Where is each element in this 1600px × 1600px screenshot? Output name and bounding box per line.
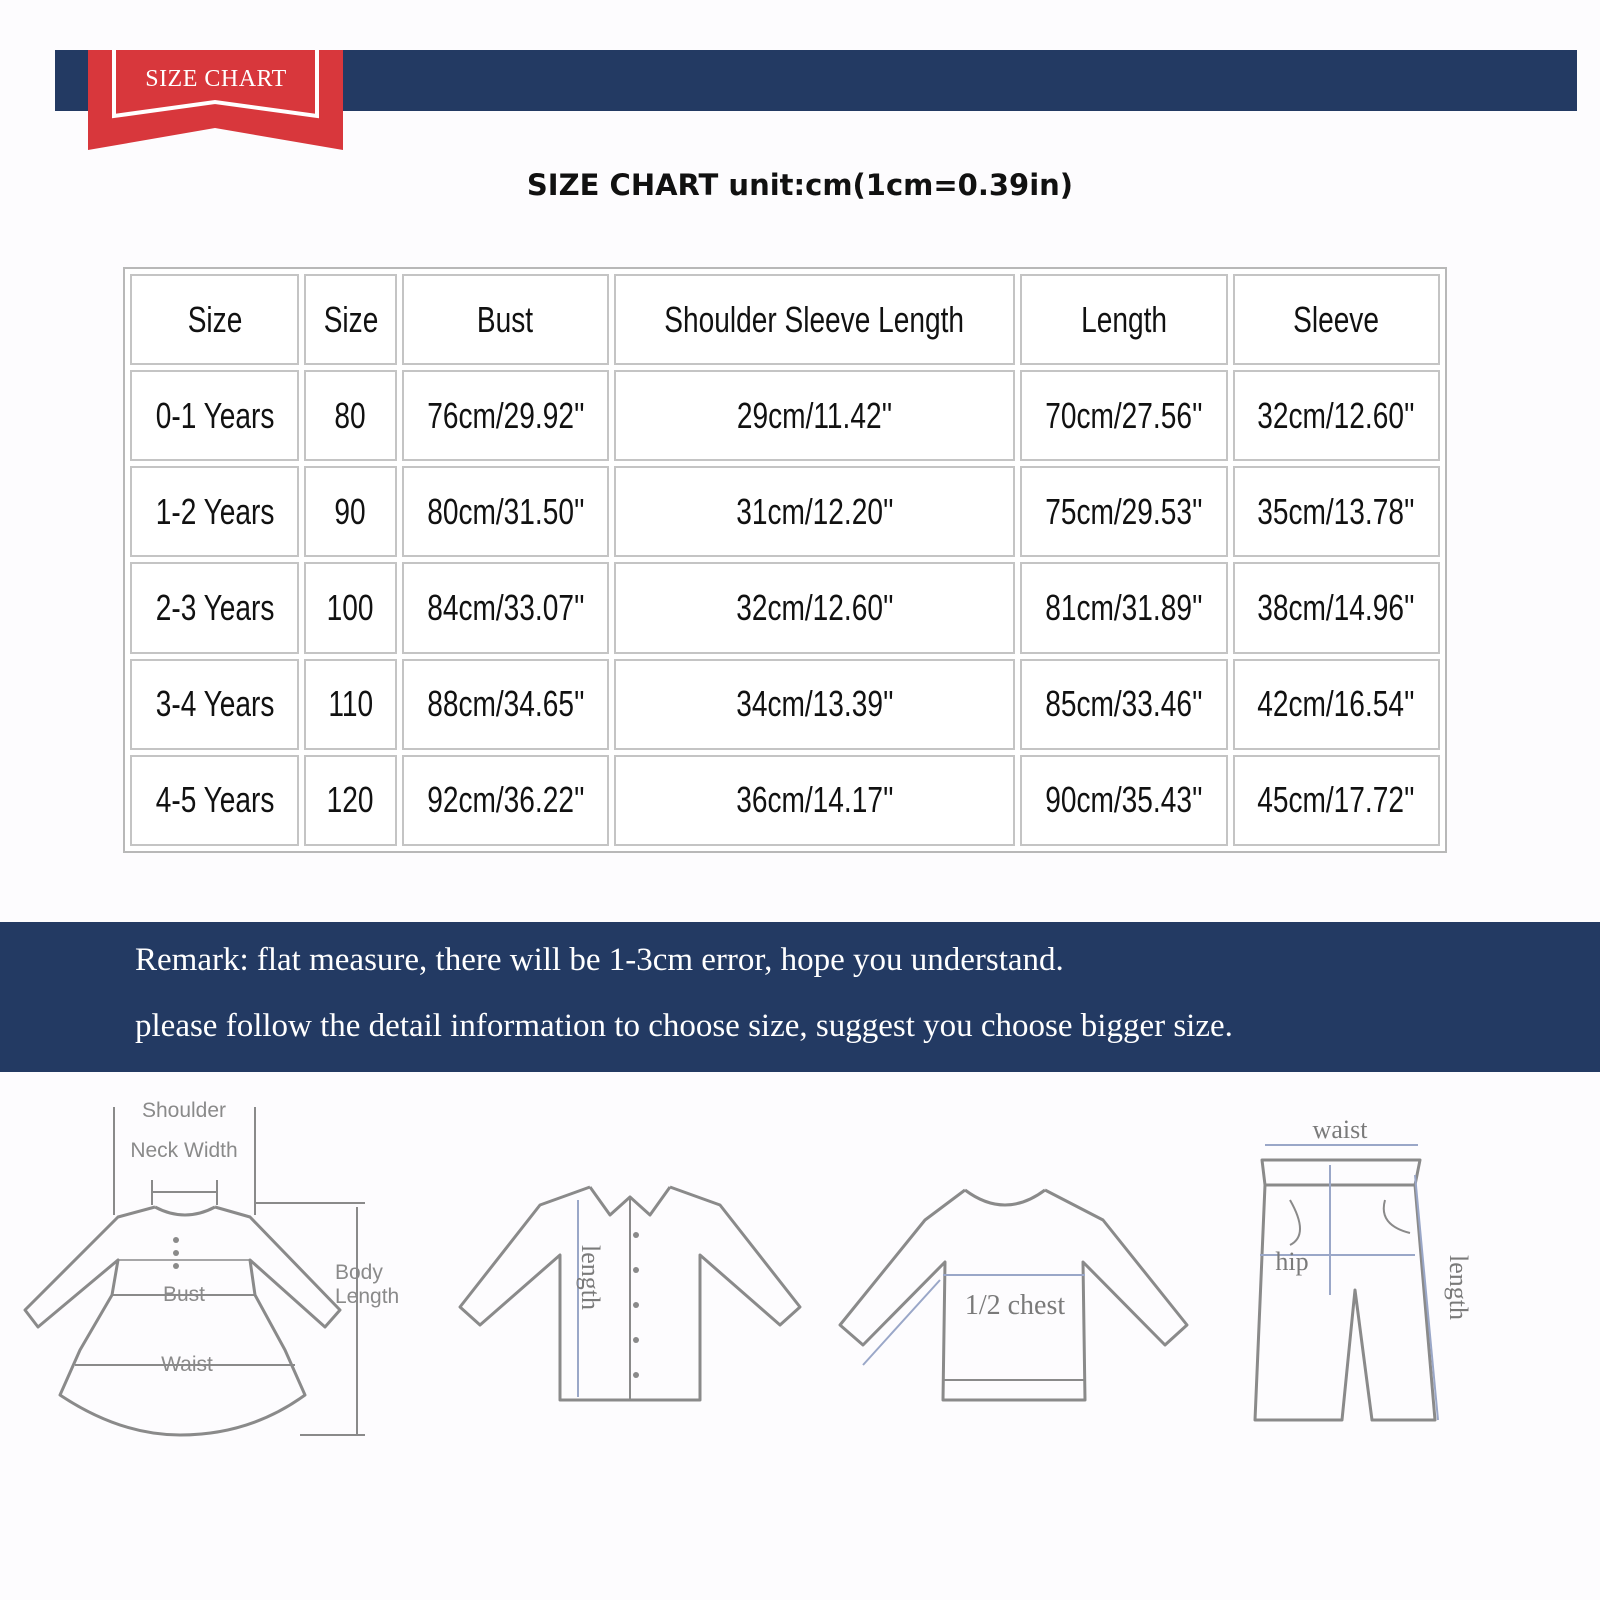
table-cell: 34cm/13.39'' [614,659,1015,750]
table-cell: 32cm/12.60'' [1233,370,1441,461]
table-cell: 38cm/14.96'' [1233,562,1441,653]
table-cell: 85cm/33.46'' [1020,659,1227,750]
table-cell: 0-1 Years [130,370,299,461]
half-chest-label: 1/2 chest [964,1290,1066,1321]
table-cell: 80 [304,370,397,461]
table-cell: 2-3 Years [130,562,299,653]
table-cell: 90 [304,466,397,557]
table-cell: 35cm/13.78'' [1233,466,1441,557]
table-cell: 100 [304,562,397,653]
table-cell: 4-5 Years [130,755,299,846]
pants-measurement-diagram [1250,1115,1490,1435]
table-cell: 84cm/33.07'' [402,562,609,653]
header-cell: Shoulder Sleeve Length [614,274,1015,365]
shirt-measurement-diagram [450,1175,810,1415]
header-cell: Size [130,274,299,365]
table-cell: 42cm/16.54'' [1233,659,1441,750]
table-cell: 80cm/31.50'' [402,466,609,557]
dress-measurement-diagram [0,1095,430,1455]
remark-line-1: Remark: flat measure, there will be 1-3cm error, hope you understand. [135,942,1064,978]
size-table [123,267,1447,853]
table-cell: 110 [304,659,397,750]
pants-length-label: length [1444,1255,1473,1320]
body-label: Body [335,1261,383,1284]
table-cell: 88cm/34.65'' [402,659,609,750]
table-row [130,659,1440,750]
remark-band [0,922,1600,1072]
remark-line-2: please follow the detail information to choose size, suggest you choose bigger size. [135,1008,1233,1044]
table-cell: 76cm/29.92'' [402,370,609,461]
table-header-row [130,274,1440,365]
shirt-length-label: length [576,1245,605,1310]
table-cell: 120 [304,755,397,846]
table-cell: 45cm/17.72'' [1233,755,1441,846]
table-cell: 81cm/31.89'' [1020,562,1227,653]
table-cell: 70cm/27.56'' [1020,370,1227,461]
table-row [130,370,1440,461]
bust-label: Bust [162,1283,206,1306]
table-row [130,562,1440,653]
length-label: Length [335,1285,400,1308]
table-cell: 92cm/36.22'' [402,755,609,846]
table-cell: 29cm/11.42'' [614,370,1015,461]
table-cell: 3-4 Years [130,659,299,750]
ribbon-label: SIZE CHART [145,66,287,92]
header-cell: Length [1020,274,1227,365]
table-cell: 75cm/29.53'' [1020,466,1227,557]
table-cell: 1-2 Years [130,466,299,557]
header-cell: Size [304,274,397,365]
table-cell: 90cm/35.43'' [1020,755,1227,846]
pants-waist-label: waist [1312,1115,1368,1144]
table-cell: 36cm/14.17'' [614,755,1015,846]
table-row [130,755,1440,846]
sweater-measurement-diagram [835,1180,1195,1420]
header-cell: Sleeve [1233,274,1441,365]
table-cell: 31cm/12.20'' [614,466,1015,557]
table-row [130,466,1440,557]
chart-subtitle: SIZE CHART unit:cm(1cm=0.39in) [526,168,1074,202]
table-cell: 32cm/12.60'' [614,562,1015,653]
waist-label: Waist [161,1353,213,1376]
shoulder-label: Shoulder [141,1099,227,1122]
header-cell: Bust [402,274,609,365]
neck-width-label: Neck Width [130,1139,238,1162]
hip-label: hip [1275,1247,1309,1276]
